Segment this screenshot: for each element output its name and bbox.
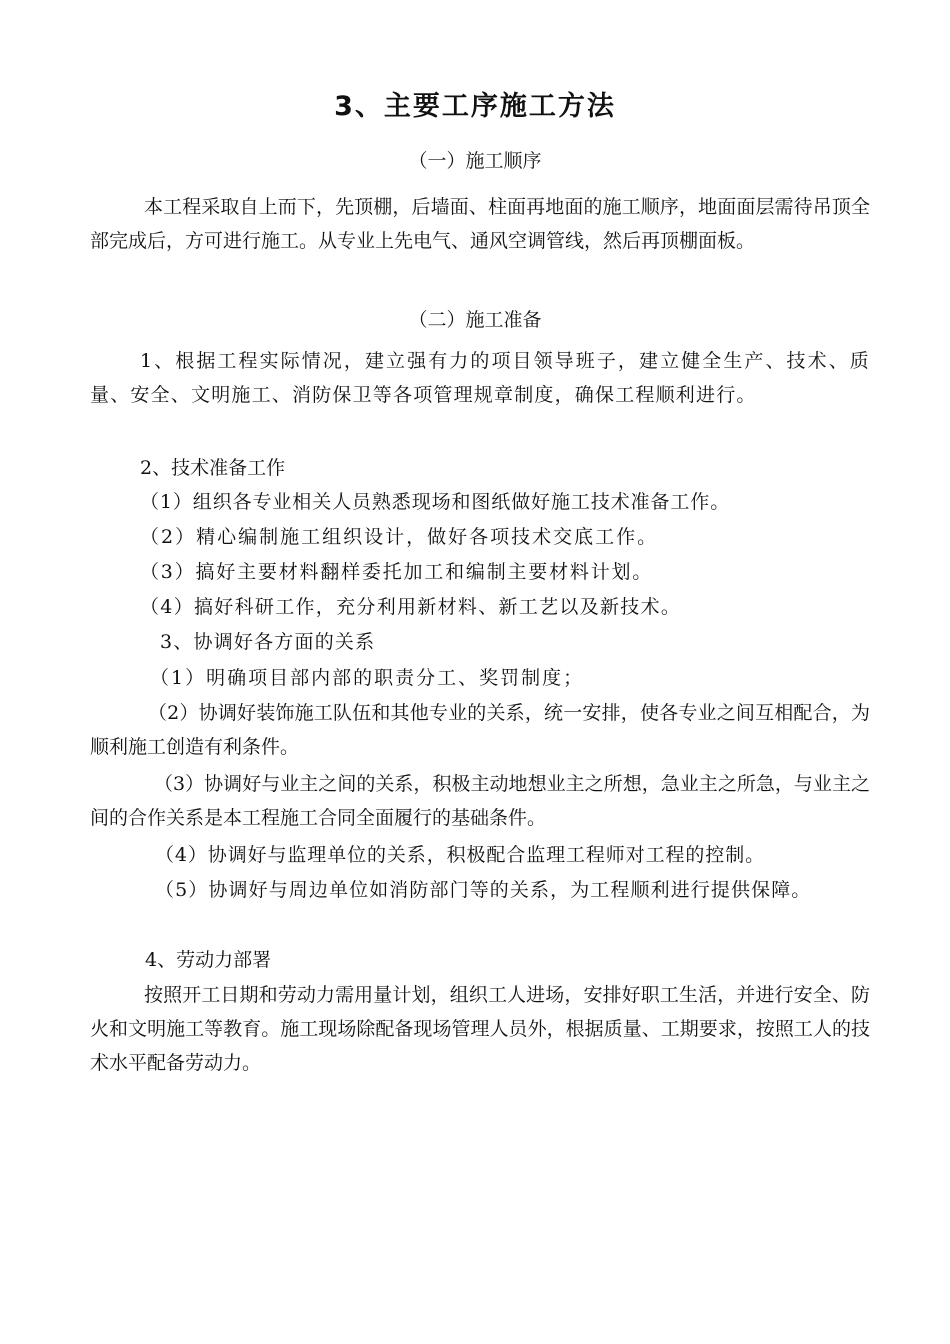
prep-item-1: 1、根据工程实际情况，建立强有力的项目领导班子，建立健全生产、技术、质量、安全、文明施工、消防保卫等各项管理规章制度，确保工程顺利进行。 (90, 350, 870, 406)
sequence-paragraph: 本工程采取自上而下，先顶棚，后墙面、柱面再地面的施工顺序，地面面层需待吊顶全部完成后，方可进行施工。从专业上先电气、通风空调管线，然后再顶棚面板。 (90, 196, 870, 252)
prep-item-2-3: （3）搞好主要材料翻样委托加工和编制主要材料计划。 (140, 561, 654, 583)
prep-item-2-heading: 2、技术准备工作 (140, 457, 286, 479)
page-title: 3、主要工序施工方法 (334, 91, 616, 122)
section-heading-sequence: （一）施工顺序 (408, 150, 542, 172)
prep-item-3-5: （5）协调好与周边单位如消防部门等的关系，为工程顺利进行提供保障。 (155, 879, 812, 901)
prep-item-3-3: （3）协调好与业主之间的关系，积极主动地想业主之所想，急业主之所急，与业主之间的合作关系是本工程施工合同全面履行的基础条件。 (90, 773, 870, 829)
prep-item-3-2: （2）协调好装饰施工队伍和其他专业的关系，统一安排，使各专业之间互相配合，为顺利施工创造有利条件。 (90, 702, 870, 758)
prep-item-2-1: （1）组织各专业相关人员熟悉现场和图纸做好施工技术准备工作。 (140, 491, 731, 513)
prep-item-3-1: （1）明确项目部内部的职责分工、奖罚制度； (150, 667, 585, 689)
section-heading-preparation: （二）施工准备 (408, 309, 542, 331)
prep-item-2-4: （4）搞好科研工作，充分利用新材料、新工艺以及新技术。 (140, 596, 682, 618)
prep-item-3-heading: 3、协调好各方面的关系 (160, 631, 376, 653)
prep-item-2-2: （2）精心编制施工组织设计，做好各项技术交底工作。 (140, 526, 659, 548)
prep-item-4-heading: 4、劳动力部署 (145, 949, 272, 971)
prep-item-3-4: （4）协调好与监理单位的关系，积极配合监理工程师对工程的控制。 (155, 844, 765, 866)
prep-item-4-paragraph: 按照开工日期和劳动力需用量计划，组织工人进场，安排好职工生活，并进行安全、防火和文明施工等教育。施工现场除配备现场管理人员外，根据质量、工期要求，按照工人的技术水平配备劳动力。 (90, 984, 870, 1074)
